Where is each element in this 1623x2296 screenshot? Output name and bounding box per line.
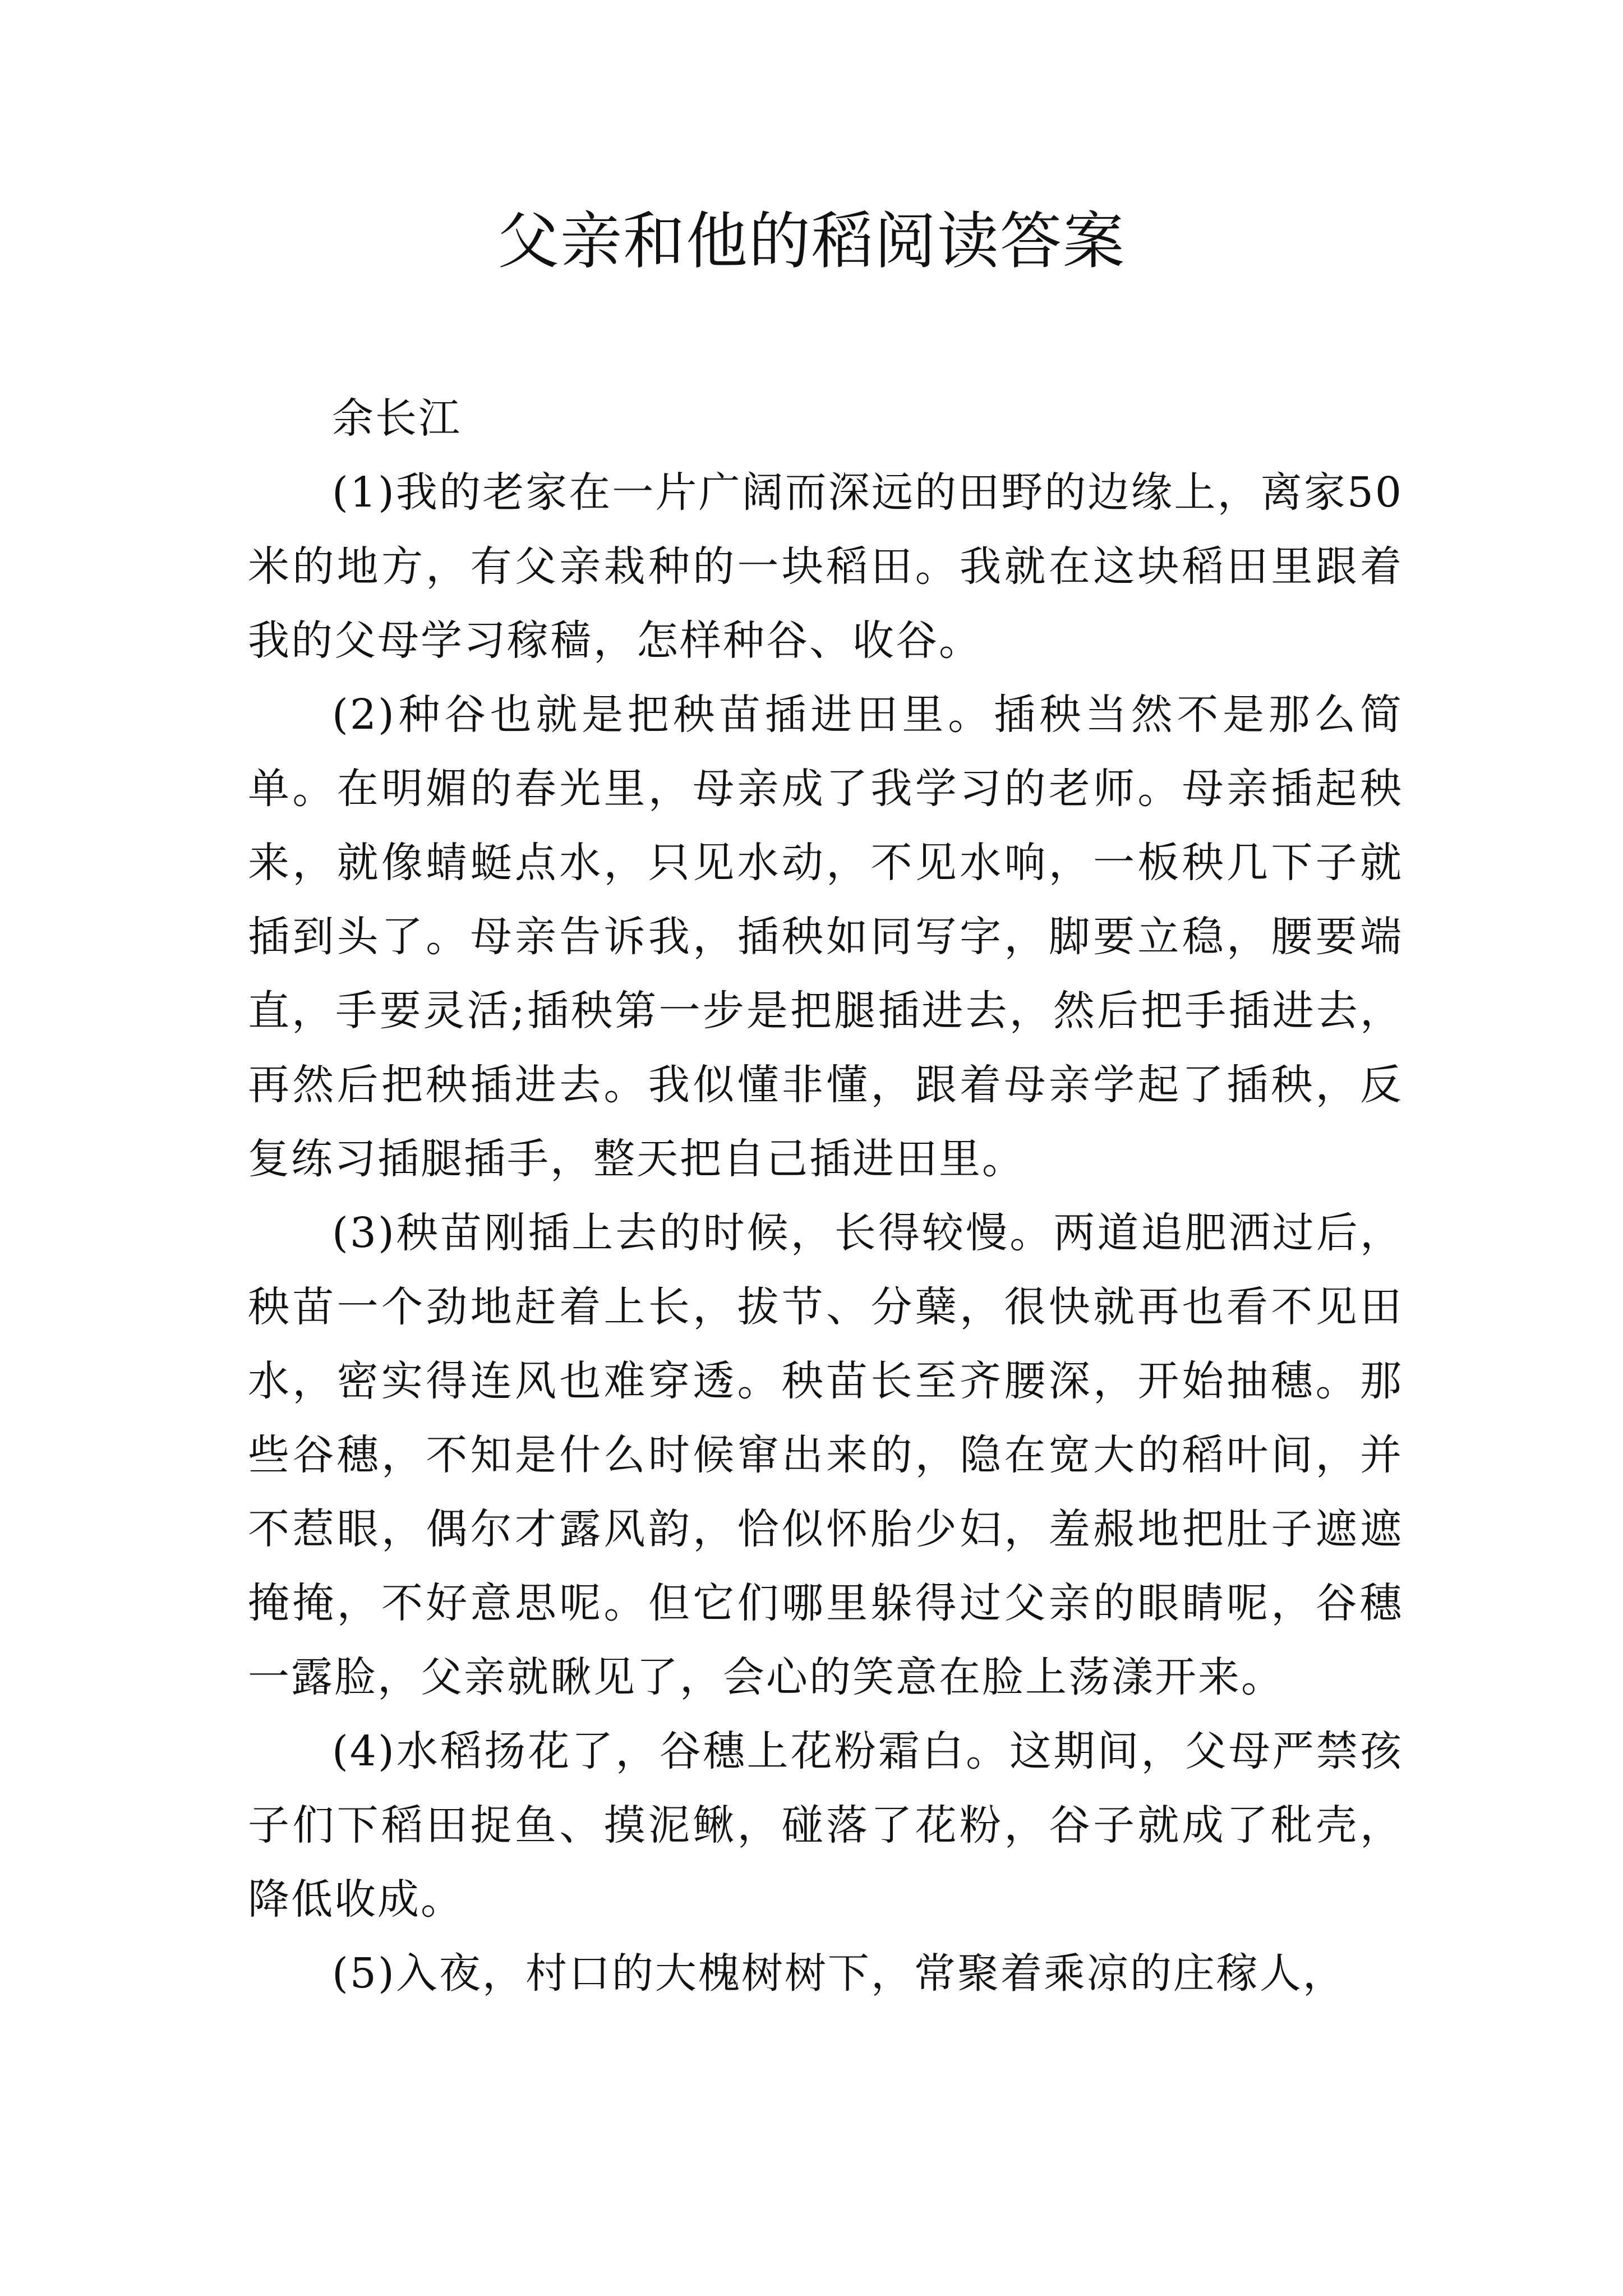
paragraph-3: (3)秧苗刚插上去的时候，长得较慢。两道追肥洒过后，秧苗一个劲地赶着上长，拔节、分蘖，很快就再也看不见田水，密实得连风也难穿透。秧苗长至齐腰深，开始抽穗。那些谷穗，不知是什么时候窜出来的，隐在宽大的稻叶间，并不惹眼，偶尔才露风韵，恰似怀胎少妇，羞赧地把肚子遮遮掩掩，不好意思呢。但它们哪里躲得过父亲的眼睛呢，谷穗一露脸，父亲就瞅见了，会心的笑意在脸上荡漾开来。 [248,1209,1403,1701]
paragraph-1: (1)我的老家在一片广阔而深远的田野的边缘上，离家50米的地方，有父亲栽种的一块稻田。我就在这块稻田里跟着我的父母学习稼穑，怎样种谷、收谷。 [248,468,1403,665]
paragraph-4: (4)水稻扬花了，谷穗上花粉霜白。这期间，父母严禁孩子们下稻田捉鱼、摸泥鳅，碰落了花粉，谷子就成了秕壳，降低收成。 [248,1727,1403,1924]
paragraph-5: (5)入夜，村口的大槐树树下，常聚着乘凉的庄稼人， [332,1949,1346,1998]
document-title: 父亲和他的稻阅读答案 [497,205,1126,277]
author-name: 余长江 [332,394,462,443]
document-body [248,381,1403,2010]
paragraph-2: (2)种谷也就是把秧苗插进田里。插秧当然不是那么简单。在明媚的春光里，母亲成了我学习的老师。母亲插起秧来，就像蜻蜓点水，只见水动，不见水响，一板秧几下子就插到头了。母亲告诉我，插秧如同写字，脚要立稳，腰要端直，手要灵活;插秧第一步是把腿插进去，然后把手插进去，再然后把秧插进去。我似懂非懂，跟着母亲学起了插秧，反复练习插腿插手，整天把自己插进田里。 [248,691,1403,1183]
